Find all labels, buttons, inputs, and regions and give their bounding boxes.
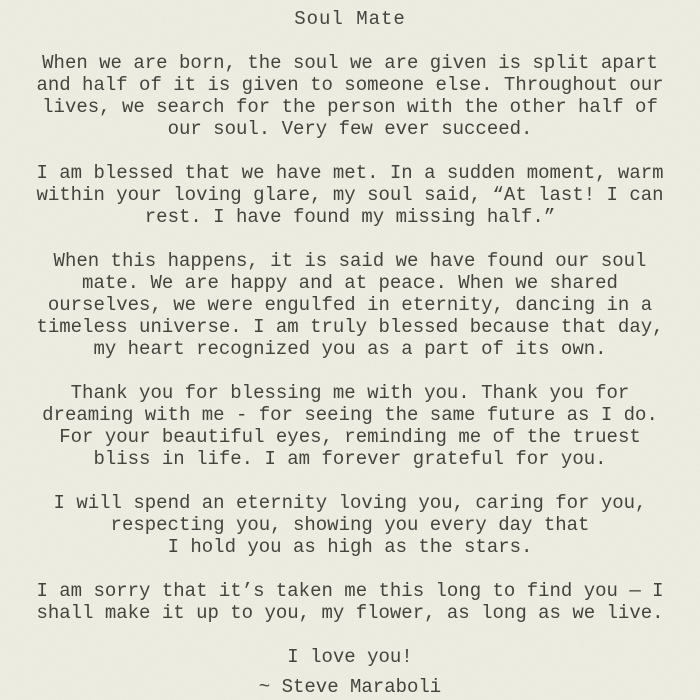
quote-line: respecting you, showing you every day that <box>110 514 590 536</box>
closing-line: I love you! <box>287 646 413 668</box>
quote-line: rest. I have found my missing half.” <box>144 206 556 228</box>
quote-line: I hold you as high as the stars. <box>167 536 533 558</box>
quote-line: When this happens, it is said we have found our soul <box>53 250 647 272</box>
quote-line: our soul. Very few ever succeed. <box>167 118 533 140</box>
attribution: ~ Steve Maraboli <box>258 676 442 698</box>
quote-line: bliss in life. I am forever grateful for you. <box>93 448 607 470</box>
quote-paragraph <box>10 52 690 140</box>
quote-line: I am blessed that we have met. In a sudden moment, warm <box>36 162 664 184</box>
quote-line: within your loving glare, my soul said, “At last! I can <box>36 184 664 206</box>
quote-line: lives, we search for the person with the other half of <box>42 96 658 118</box>
quote-line: ourselves, we were engulfed in eternity, dancing in a <box>47 294 653 316</box>
quote-paragraph <box>10 162 690 228</box>
quote-paragraph <box>10 492 690 558</box>
quote-line: Thank you for blessing me with you. Thank you for <box>70 382 630 404</box>
quote-line: dreaming with me - for seeing the same future as I do. <box>42 404 658 426</box>
quote-line: mate. We are happy and at peace. When we shared <box>82 272 618 294</box>
quote-line: my heart recognized you as a part of its own. <box>93 338 607 360</box>
quote-paragraph <box>10 382 690 470</box>
quote-line: and half of it is given to someone else. Throughout our <box>36 74 664 96</box>
quote-line: shall make it up to you, my flower, as long as we live. <box>36 602 664 624</box>
quote-paragraphs <box>10 52 690 624</box>
quote-line: I will spend an eternity loving you, caring for you, <box>53 492 647 514</box>
page-title: Soul Mate <box>294 8 406 30</box>
quote-line: timeless universe. I am truly blessed because that day, <box>36 316 664 338</box>
quote-line: When we are born, the soul we are given is split apart <box>42 52 658 74</box>
quote-line: For your beautiful eyes, reminding me of the truest <box>59 426 641 448</box>
quote-line: I am sorry that it’s taken me this long to find you — I <box>36 580 664 602</box>
quote-paragraph <box>10 580 690 624</box>
quote-paragraph <box>10 250 690 360</box>
